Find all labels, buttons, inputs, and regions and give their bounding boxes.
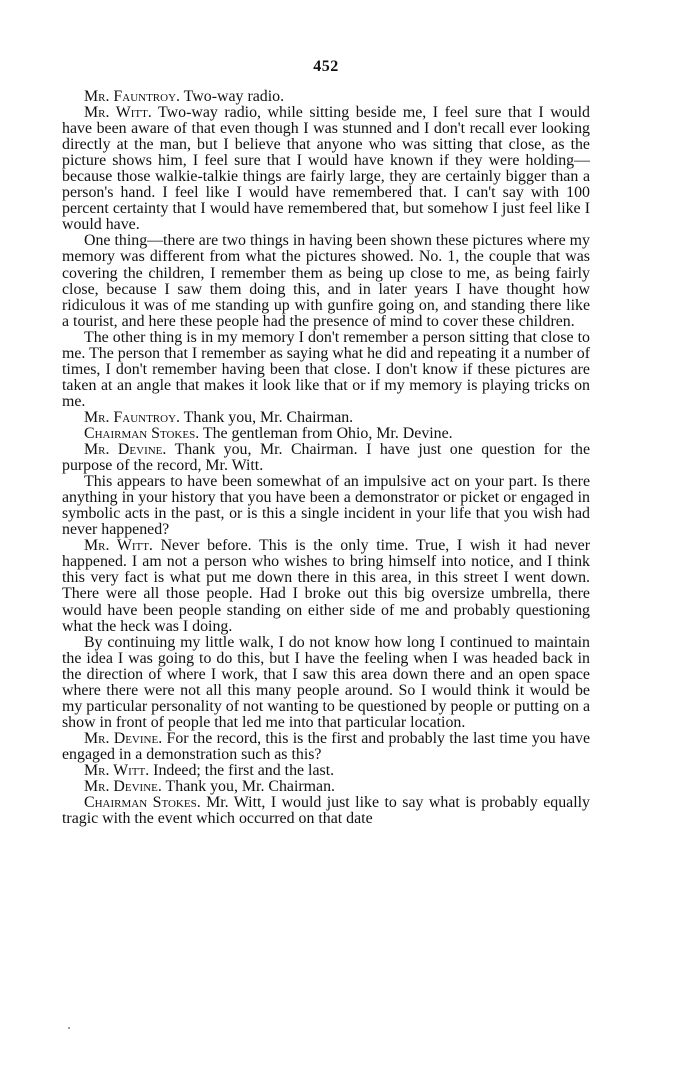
paragraph: [62, 426, 590, 442]
paragraph-text: For the record, this is the first and probably the last time you have engaged in a demonstration such as this?: [62, 729, 590, 763]
paragraph: [62, 635, 590, 731]
paragraph: [62, 731, 590, 763]
paragraph-text: Two-way radio, while sitting beside me, I feel sure that I would have been aware of that even though I was stunned and I don't recall ever looking directly at the man, but I believe that anyone who was sitting that close, as the picture shows him, I feel sure that I would have known if they were holding—because those walkie-talkie things are fairly large, they are certainly bigger than a person's hand. I feel like I would have remembered that. I can't say with 100 percent certainty that I would have remembered that, but somehow I just feel like I would have.: [62, 104, 590, 234]
scan-speck: [68, 1027, 70, 1029]
speaker-name: Mr. Fauntroy.: [84, 408, 180, 426]
paragraph: [62, 795, 590, 827]
speaker-name: Mr. Witt.: [84, 537, 153, 555]
speaker-name: Mr. Devine.: [84, 778, 162, 796]
paragraph-text: Never before. This is the only time. True, I wish it had never happened. I am not a person who wishes to bring himself into notice, and I think this very fact is what put me down there in this area, in this street I went down. There were all those people. Had I broke out this big oversize umbrella, there would have been people standing on either side of me and probably questioning what the heck was I doing.: [62, 537, 590, 635]
paragraph-text: The gentleman from Ohio, Mr. Devine.: [199, 424, 453, 442]
paragraph-text: Thank you, Mr. Chairman.: [180, 408, 354, 426]
paragraph-text: Mr. Witt, I would just like to say what is probably equally tragic with the event which occurred on that date: [62, 794, 591, 828]
paragraph-text: This appears to have been somewhat of an impulsive act on your part. Is there anything in your history that you have been a demonstrator or picket or engaged in symbolic acts in the past, or is this a single incident in your life that you wish had never happened?: [62, 473, 590, 539]
paragraph: [62, 410, 590, 426]
paragraph: [62, 442, 590, 474]
paragraph: [62, 330, 590, 410]
paragraph: [62, 89, 590, 105]
testimony-text: [62, 89, 590, 827]
paragraph: [62, 474, 590, 538]
speaker-name: Mr. Fauntroy.: [84, 88, 180, 105]
page-number: 452: [313, 58, 339, 75]
paragraph-text: Indeed; the first and the last.: [149, 761, 335, 779]
paragraph: [62, 538, 590, 634]
paragraph-text: By continuing my little walk, I do not know how long I continued to maintain the idea I was going to do this, but I have the feeling when I was headed back in the direction of where I work, that I saw this area down there and an open space where there were not all this many people around. So I would think it would be my particular personality of not wanting to be questioned by people or putting on a show in front of people that led me into that particular location.: [62, 633, 590, 731]
paragraph: [62, 763, 590, 779]
paragraph-text: The other thing is in my memory I don't remember a person sitting that close to me. The person that I remember as saying what he did and repeating it a number of times, I don't remember having been that close. I don't know if these pictures are taken at an angle that makes it look like that or if my memory is playing tricks on me.: [62, 328, 590, 410]
paragraph-text: One thing—there are two things in having been shown these pictures where my memory was different from what the pictures showed. No. 1, the couple that was covering the children, I remember them as being up close to me, as being fairly close, because I saw them doing this, and in later years I have thought how ridiculous it was of me standing up with gunfire going on, and standing there like a tourist, and here these people had the presence of mind to cover these children.: [62, 232, 590, 330]
speaker-name: Mr. Devine.: [84, 441, 167, 459]
paragraph-text: Thank you, Mr. Chairman. I have just one question for the purpose of the record, Mr. Witt.: [62, 441, 590, 475]
paragraph-text: Two-way radio.: [180, 88, 285, 105]
paragraph: [62, 233, 590, 329]
paragraph: [62, 105, 590, 233]
speaker-name: Mr. Witt.: [84, 104, 152, 122]
speaker-name: Chairman Stokes.: [84, 794, 201, 812]
speaker-name: Mr. Witt.: [84, 761, 150, 779]
speaker-name: Mr. Devine.: [84, 729, 163, 747]
speaker-name: Chairman Stokes.: [84, 424, 200, 442]
paragraph-text: Thank you, Mr. Chairman.: [161, 778, 336, 796]
paragraph: [62, 779, 590, 795]
